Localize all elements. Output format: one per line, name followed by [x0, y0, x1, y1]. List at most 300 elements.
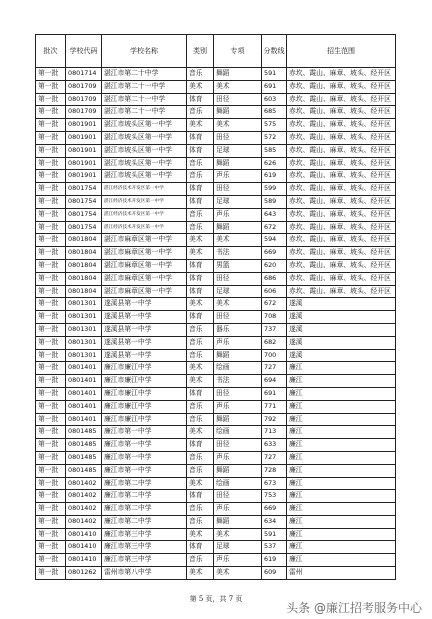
cell-major: 舞蹈: [214, 515, 262, 528]
cell-school-code: 0801804: [66, 247, 102, 260]
cell-batch: 第一批: [36, 323, 66, 336]
cell-major: 足球: [214, 195, 262, 208]
cell-school-name: 遂溪县第一中学: [102, 336, 187, 349]
cell-school-name: 湛江市第二十一中学: [102, 106, 187, 119]
cell-school-name: 湛江市坡头区第一中学: [102, 144, 187, 157]
cell-batch: 第一批: [36, 464, 66, 477]
cell-batch: 第一批: [36, 93, 66, 106]
cell-school-name: 湛江市第二十中学: [102, 68, 187, 81]
cell-school-code: 0801804: [66, 234, 102, 247]
cell-score: 728: [262, 464, 287, 477]
cell-major: 足球: [214, 144, 262, 157]
cell-school-name: 廉江市第二中学: [102, 477, 187, 490]
cell-school-code: 0801901: [66, 144, 102, 157]
cell-major: 舞蹈: [214, 157, 262, 170]
table-row: [36, 464, 396, 477]
cell-range: 廉江: [287, 413, 396, 426]
cell-score: 537: [262, 541, 287, 554]
cell-batch: 第一批: [36, 157, 66, 170]
cell-batch: 第一批: [36, 119, 66, 132]
cell-category: 音乐: [187, 221, 214, 234]
table-row: [36, 541, 396, 554]
cell-score: 626: [262, 157, 287, 170]
cell-school-name: 廉江市第三中学: [102, 541, 187, 554]
cell-batch: 第一批: [36, 80, 66, 93]
cell-range: 廉江: [287, 464, 396, 477]
cell-school-name: 湛江市坡头区第一中学: [102, 131, 187, 144]
cell-school-name: 遂溪县第一中学: [102, 323, 187, 336]
cell-school-name: 廉江市第二中学: [102, 490, 187, 503]
cell-range: 廉江: [287, 375, 396, 388]
watermark: 头条 @廉江招考服务中心: [286, 601, 422, 615]
cell-range: 廉江: [287, 490, 396, 503]
table-row: [36, 554, 396, 567]
table-row: [36, 80, 396, 93]
cell-major: 美术: [214, 119, 262, 132]
cell-major: 绘画: [214, 477, 262, 490]
cell-range: 赤坎、霞山、麻章、坡头、经开区: [287, 131, 396, 144]
table-row: [36, 259, 396, 272]
cell-range: 赤坎、霞山、麻章、坡头、经开区: [287, 119, 396, 132]
cell-school-name: 湛江市坡头区第一中学: [102, 170, 187, 183]
cell-category: 体育: [187, 311, 214, 324]
table-row: [36, 349, 396, 362]
table-row: [36, 426, 396, 439]
cell-school-code: 0801410: [66, 554, 102, 567]
cell-school-code: 0801901: [66, 131, 102, 144]
cell-school-code: 0801709: [66, 106, 102, 119]
admission-table: [35, 34, 396, 580]
cell-range: 赤坎、霞山、麻章、坡头、经开区: [287, 157, 396, 170]
cell-range: 赤坎、霞山、麻章、坡头、经开区: [287, 259, 396, 272]
cell-category: 音乐: [187, 323, 214, 336]
cell-school-code: 0801485: [66, 464, 102, 477]
cell-range: 赤坎、霞山、麻章、坡头、经开区: [287, 170, 396, 183]
cell-batch: 第一批: [36, 68, 66, 81]
cell-school-name: 湛江市麻章区第一中学: [102, 285, 187, 298]
cell-batch: 第一批: [36, 426, 66, 439]
cell-batch: 第一批: [36, 567, 66, 580]
cell-major: 声乐: [214, 170, 262, 183]
header-score: 分数线: [262, 35, 287, 68]
cell-major: 田径: [214, 439, 262, 452]
page-footer: 第 5 页，共 7 页: [189, 595, 243, 603]
cell-school-name: 廉江市廉江中学: [102, 387, 187, 400]
cell-category: 音乐: [187, 464, 214, 477]
cell-school-name: 湛江市第二十一中学: [102, 80, 187, 93]
cell-school-name: 湛江市麻章区第一中学: [102, 234, 187, 247]
cell-score: 686: [262, 272, 287, 285]
cell-batch: 第一批: [36, 477, 66, 490]
cell-category: 音乐: [187, 554, 214, 567]
cell-batch: 第一批: [36, 195, 66, 208]
table-row: [36, 68, 396, 81]
cell-range: 赤坎、霞山、麻章、坡头、经开区: [287, 93, 396, 106]
cell-batch: 第一批: [36, 272, 66, 285]
cell-category: 体育: [187, 259, 214, 272]
cell-category: 音乐: [187, 400, 214, 413]
table-row: [36, 183, 396, 196]
cell-school-name: 廉江市第二中学: [102, 503, 187, 516]
cell-school-name: 遂溪县第一中学: [102, 311, 187, 324]
cell-category: 音乐: [187, 413, 214, 426]
cell-score: 753: [262, 490, 287, 503]
cell-score: 685: [262, 106, 287, 119]
cell-school-code: 0801754: [66, 221, 102, 234]
cell-range: 赤坎、霞山、麻章、坡头、经开区: [287, 144, 396, 157]
cell-school-name: 廉江市第一中学: [102, 451, 187, 464]
cell-school-code: 0801804: [66, 259, 102, 272]
cell-category: 美术: [187, 247, 214, 260]
cell-range: 廉江: [287, 426, 396, 439]
cell-score: 591: [262, 68, 287, 81]
cell-school-code: 0801402: [66, 515, 102, 528]
cell-score: 599: [262, 183, 287, 196]
cell-school-code: 0801262: [66, 567, 102, 580]
cell-range: 遂溪: [287, 349, 396, 362]
cell-school-code: 0801410: [66, 528, 102, 541]
cell-batch: 第一批: [36, 413, 66, 426]
table-row: [36, 375, 396, 388]
cell-batch: 第一批: [36, 208, 66, 221]
cell-category: 体育: [187, 490, 214, 503]
cell-score: 672: [262, 298, 287, 311]
cell-category: 美术: [187, 298, 214, 311]
table-header-row: [36, 35, 396, 68]
table-row: [36, 208, 396, 221]
cell-school-name: 湛江经济技术开发区第一中学: [102, 195, 187, 208]
cell-batch: 第一批: [36, 515, 66, 528]
header-range: 招生范围: [287, 35, 396, 68]
table-row: [36, 247, 396, 260]
cell-batch: 第一批: [36, 285, 66, 298]
cell-school-code: 0801901: [66, 119, 102, 132]
cell-range: 廉江: [287, 528, 396, 541]
cell-school-name: 廉江市第一中学: [102, 464, 187, 477]
cell-range: 赤坎、霞山、麻章、坡头、经开区: [287, 234, 396, 247]
table-row: [36, 311, 396, 324]
cell-school-code: 0801401: [66, 375, 102, 388]
cell-range: 遂溪: [287, 323, 396, 336]
cell-range: 赤坎、霞山、麻章、坡头、经开区: [287, 106, 396, 119]
cell-school-name: 廉江市第三中学: [102, 554, 187, 567]
cell-major: 舞蹈: [214, 464, 262, 477]
table-row: [36, 503, 396, 516]
cell-batch: 第一批: [36, 234, 66, 247]
cell-batch: 第一批: [36, 375, 66, 388]
header-school-name: 学校名称: [102, 35, 187, 68]
cell-school-name: 廉江市廉江中学: [102, 400, 187, 413]
cell-score: 585: [262, 144, 287, 157]
cell-score: 603: [262, 93, 287, 106]
cell-range: 赤坎、霞山、麻章、坡头、经开区: [287, 80, 396, 93]
cell-category: 体育: [187, 144, 214, 157]
cell-major: 美术: [214, 80, 262, 93]
admission-table-page: [35, 34, 395, 580]
cell-school-name: 湛江市第二十一中学: [102, 93, 187, 106]
cell-batch: 第一批: [36, 298, 66, 311]
cell-score: 691: [262, 80, 287, 93]
cell-school-code: 0801301: [66, 323, 102, 336]
cell-batch: 第一批: [36, 528, 66, 541]
table-row: [36, 439, 396, 452]
cell-batch: 第一批: [36, 490, 66, 503]
table-row: [36, 144, 396, 157]
cell-score: 694: [262, 375, 287, 388]
cell-school-code: 0801754: [66, 195, 102, 208]
cell-school-name: 廉江市廉江中学: [102, 413, 187, 426]
cell-school-name: 湛江市麻章区第一中学: [102, 247, 187, 260]
cell-school-name: 廉江市廉江中学: [102, 362, 187, 375]
cell-major: 田径: [214, 93, 262, 106]
cell-category: 美术: [187, 362, 214, 375]
cell-school-code: 0801402: [66, 503, 102, 516]
cell-major: 器乐: [214, 323, 262, 336]
cell-range: 廉江: [287, 503, 396, 516]
cell-batch: 第一批: [36, 503, 66, 516]
cell-batch: 第一批: [36, 144, 66, 157]
cell-school-name: 湛江市麻章区第一中学: [102, 259, 187, 272]
cell-school-name: 湛江经济技术开发区第一中学: [102, 208, 187, 221]
cell-category: 音乐: [187, 515, 214, 528]
table-row: [36, 515, 396, 528]
cell-score: 792: [262, 413, 287, 426]
cell-school-code: 0801401: [66, 413, 102, 426]
cell-category: 体育: [187, 541, 214, 554]
cell-school-name: 廉江市第一中学: [102, 426, 187, 439]
cell-range: 赤坎、霞山、麻章、坡头、经开区: [287, 183, 396, 196]
cell-school-name: 湛江市坡头区第一中学: [102, 157, 187, 170]
cell-score: 727: [262, 451, 287, 464]
cell-score: 669: [262, 503, 287, 516]
cell-school-name: 廉江市廉江中学: [102, 375, 187, 388]
cell-school-code: 0801301: [66, 311, 102, 324]
table-row: [36, 234, 396, 247]
cell-category: 美术: [187, 528, 214, 541]
cell-school-name: 遂溪县第一中学: [102, 298, 187, 311]
table-row: [36, 336, 396, 349]
cell-score: 672: [262, 221, 287, 234]
table-row: [36, 106, 396, 119]
cell-major: 男篮: [214, 259, 262, 272]
cell-range: 廉江: [287, 362, 396, 375]
cell-school-code: 0801402: [66, 490, 102, 503]
cell-category: 体育: [187, 131, 214, 144]
cell-school-code: 0801402: [66, 477, 102, 490]
cell-school-name: 湛江市麻章区第一中学: [102, 272, 187, 285]
cell-batch: 第一批: [36, 336, 66, 349]
table-row: [36, 400, 396, 413]
cell-range: 廉江: [287, 554, 396, 567]
cell-major: 田径: [214, 183, 262, 196]
cell-school-name: 雷州市第八中学: [102, 567, 187, 580]
cell-batch: 第一批: [36, 362, 66, 375]
cell-school-code: 0801401: [66, 400, 102, 413]
table-row: [36, 221, 396, 234]
cell-category: 美术: [187, 234, 214, 247]
table-row: [36, 298, 396, 311]
cell-major: 田径: [214, 272, 262, 285]
cell-school-code: 0801714: [66, 68, 102, 81]
header-category: 类别: [187, 35, 214, 68]
cell-score: 727: [262, 362, 287, 375]
cell-major: 田径: [214, 131, 262, 144]
cell-major: 美术: [214, 234, 262, 247]
header-major: 专项: [214, 35, 262, 68]
cell-major: 田径: [214, 311, 262, 324]
table-row: [36, 131, 396, 144]
table-row: [36, 387, 396, 400]
cell-category: 体育: [187, 93, 214, 106]
cell-major: 美术: [214, 567, 262, 580]
table-row: [36, 490, 396, 503]
cell-range: 廉江: [287, 451, 396, 464]
cell-score: 619: [262, 170, 287, 183]
cell-major: 绘画: [214, 362, 262, 375]
cell-range: 赤坎、霞山、麻章、坡头、经开区: [287, 208, 396, 221]
cell-score: 572: [262, 131, 287, 144]
cell-category: 音乐: [187, 170, 214, 183]
cell-category: 音乐: [187, 336, 214, 349]
cell-school-name: 廉江市第三中学: [102, 528, 187, 541]
cell-batch: 第一批: [36, 554, 66, 567]
cell-major: 声乐: [214, 208, 262, 221]
cell-score: 771: [262, 400, 287, 413]
table-row: [36, 567, 396, 580]
cell-school-name: 湛江市坡头区第一中学: [102, 119, 187, 132]
cell-category: 美术: [187, 80, 214, 93]
cell-school-code: 0801901: [66, 157, 102, 170]
cell-batch: 第一批: [36, 131, 66, 144]
cell-school-code: 0801709: [66, 80, 102, 93]
cell-category: 音乐: [187, 157, 214, 170]
cell-major: 舞蹈: [214, 221, 262, 234]
cell-school-code: 0801754: [66, 208, 102, 221]
cell-school-code: 0801485: [66, 451, 102, 464]
cell-major: 舞蹈: [214, 106, 262, 119]
cell-major: 舞蹈: [214, 349, 262, 362]
cell-school-code: 0801709: [66, 93, 102, 106]
cell-school-code: 0801754: [66, 183, 102, 196]
cell-batch: 第一批: [36, 106, 66, 119]
cell-major: 足球: [214, 285, 262, 298]
table-row: [36, 93, 396, 106]
cell-school-code: 0801301: [66, 298, 102, 311]
header-batch: 批次: [36, 35, 66, 68]
cell-batch: 第一批: [36, 183, 66, 196]
cell-category: 音乐: [187, 349, 214, 362]
cell-school-code: 0801301: [66, 349, 102, 362]
cell-range: 赤坎、霞山、麻章、坡头、经开区: [287, 272, 396, 285]
cell-batch: 第一批: [36, 387, 66, 400]
cell-category: 美术: [187, 477, 214, 490]
table-row: [36, 477, 396, 490]
cell-range: 赤坎、霞山、麻章、坡头、经开区: [287, 247, 396, 260]
cell-major: 美术: [214, 528, 262, 541]
cell-score: 713: [262, 426, 287, 439]
cell-major: 田径: [214, 387, 262, 400]
cell-range: 赤坎、霞山、麻章、坡头、经开区: [287, 68, 396, 81]
cell-score: 673: [262, 477, 287, 490]
cell-score: 633: [262, 439, 287, 452]
cell-score: 619: [262, 554, 287, 567]
table-row: [36, 323, 396, 336]
cell-range: 廉江: [287, 477, 396, 490]
table-row: [36, 157, 396, 170]
table-row: [36, 119, 396, 132]
cell-score: 606: [262, 285, 287, 298]
cell-major: 声乐: [214, 554, 262, 567]
cell-score: 609: [262, 567, 287, 580]
cell-major: 美术: [214, 298, 262, 311]
cell-batch: 第一批: [36, 247, 66, 260]
table-row: [36, 195, 396, 208]
cell-category: 音乐: [187, 106, 214, 119]
cell-school-name: 湛江经济技术开发区第一中学: [102, 183, 187, 196]
cell-batch: 第一批: [36, 451, 66, 464]
cell-major: 书法: [214, 247, 262, 260]
cell-range: 赤坎、霞山、麻章、坡头、经开区: [287, 195, 396, 208]
cell-major: 绘画: [214, 426, 262, 439]
cell-category: 体育: [187, 195, 214, 208]
cell-score: 691: [262, 387, 287, 400]
cell-school-code: 0801901: [66, 170, 102, 183]
cell-score: 589: [262, 195, 287, 208]
cell-range: 赤坎、霞山、麻章、坡头、经开区: [287, 285, 396, 298]
cell-major: 书法: [214, 375, 262, 388]
cell-range: 赤坎、霞山、麻章、坡头、经开区: [287, 221, 396, 234]
table-row: [36, 272, 396, 285]
cell-range: 遂溪: [287, 298, 396, 311]
cell-major: 舞蹈: [214, 413, 262, 426]
cell-major: 声乐: [214, 400, 262, 413]
cell-school-name: 廉江市第一中学: [102, 439, 187, 452]
cell-school-name: 廉江市第二中学: [102, 515, 187, 528]
table-row: [36, 451, 396, 464]
cell-school-name: 湛江经济技术开发区第一中学: [102, 221, 187, 234]
cell-school-code: 0801401: [66, 387, 102, 400]
table-row: [36, 413, 396, 426]
cell-score: 669: [262, 247, 287, 260]
cell-batch: 第一批: [36, 541, 66, 554]
cell-category: 美术: [187, 119, 214, 132]
cell-range: 雷州: [287, 567, 396, 580]
cell-category: 体育: [187, 285, 214, 298]
cell-score: 591: [262, 528, 287, 541]
cell-school-code: 0801401: [66, 362, 102, 375]
cell-batch: 第一批: [36, 221, 66, 234]
cell-major: 舞蹈: [214, 68, 262, 81]
cell-range: 廉江: [287, 439, 396, 452]
cell-range: 廉江: [287, 400, 396, 413]
cell-school-code: 0801485: [66, 439, 102, 452]
cell-school-code: 0801301: [66, 336, 102, 349]
cell-score: 708: [262, 311, 287, 324]
cell-category: 美术: [187, 375, 214, 388]
table-row: [36, 285, 396, 298]
cell-score: 575: [262, 119, 287, 132]
table-row: [36, 362, 396, 375]
cell-category: 美术: [187, 426, 214, 439]
cell-category: 体育: [187, 387, 214, 400]
cell-major: 田径: [214, 490, 262, 503]
cell-range: 遂溪: [287, 311, 396, 324]
cell-school-code: 0801410: [66, 541, 102, 554]
cell-category: 音乐: [187, 208, 214, 221]
cell-category: 体育: [187, 439, 214, 452]
header-school-code: 学校代码: [66, 35, 102, 68]
cell-range: 廉江: [287, 387, 396, 400]
